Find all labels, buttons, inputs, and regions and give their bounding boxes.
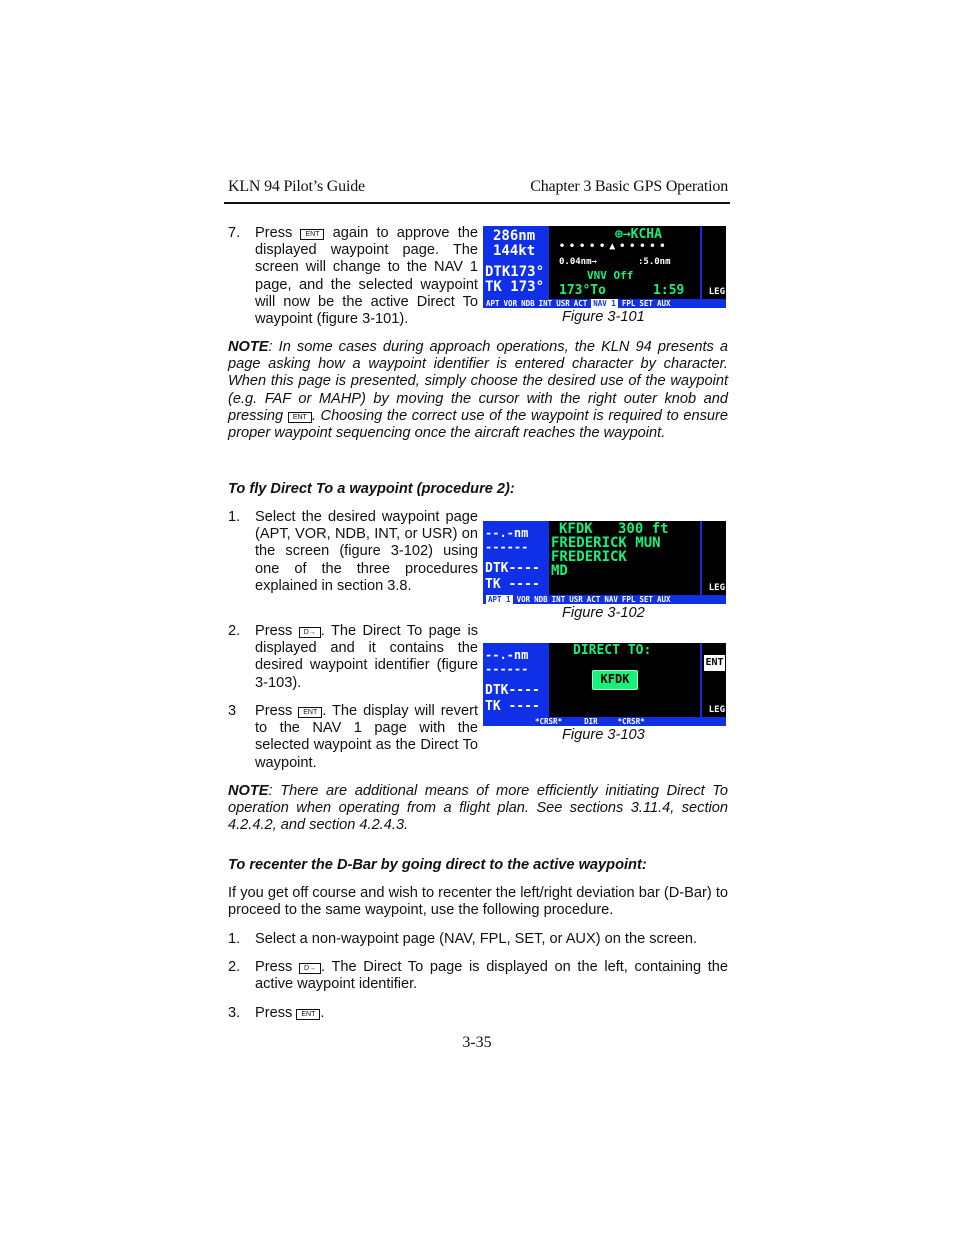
figure-caption: Figure 3-101 — [562, 309, 645, 325]
cdi-scale: • • • • • ▲ • • • • • — [559, 241, 665, 252]
direct-to-key-icon: D→ — [299, 627, 321, 638]
leg-mode-label: LEG — [708, 583, 725, 593]
ent-key-icon: ENT — [296, 1009, 320, 1020]
page-number: 3-35 — [462, 1034, 492, 1051]
figure-caption: Figure 3-102 — [562, 605, 645, 621]
nav-left-pane: --.-nm ------ DTK---- TK ---- — [483, 643, 549, 717]
kln-screen-fig-3-102 — [483, 521, 726, 604]
figure-caption: Figure 3-103 — [562, 727, 645, 743]
nav-left-pane: 286nm 144kt DTK173° TK 173° — [483, 226, 549, 299]
ent-prompt-icon: ENT — [704, 655, 725, 671]
ent-key-icon: ENT — [300, 229, 324, 240]
ent-key-icon: ENT — [298, 707, 322, 718]
kln-screen-fig-3-101 — [483, 226, 726, 308]
nav-left-pane: --.-nm ------ DTK---- TK ---- — [483, 521, 549, 595]
proc3-step-3: Press ENT . — [255, 1005, 325, 1021]
waypoint-ident-cursor: KFDK — [592, 670, 638, 690]
proc2-step-2: Press D→ . The Direct To page is displayed and it contains the desired waypoint identifier (figure 3-103). — [255, 623, 478, 691]
running-header-title: KLN 94 Pilot’s Guide — [228, 178, 365, 195]
manual-page: KLN 94 Pilot’s Guide Chapter 3 Basic GPS Operation 7. Press ENT again to approve the displayed waypoint page. The screen will change to the NAV 1 page, and the selected waypoint will now be the active Direct To waypoint (figure 3-101). 286nm 144kt DTK173° TK 173° ⊕→KCHA • • • • • ▲ • • • • • 0.04nm→ :5.0nm VNV Off 173°To 1:59 LEG APT VOR NDB INT USR ACT NAV 1 FPL SET AUX Figure 3-101 NOTE: In some cases during approach operations, the KLN 94 presents a page asking how a waypoint identifier is entered character by character. When this page is presented, simply choose the desired use of the waypoint (e.g. FAF or MAHP) by moving the cursor with the right outer knob and pressing ENT . Choosing the correct use of the waypoint is required to ensure proper waypoint sequencing once the aircraft reaches the waypoint. To fly Direct To a waypoint (procedure 2): 1. Select the desired waypoint page (APT, VOR, NDB, INT, or USR) on the screen (figure 3-102) using one of the three procedures explained in section 3.8. 2. Press D→ . The Direct To page is displayed and it contains the desired waypoint identifier (figure 3-103). 3 Press ENT . The display will revert to the NAV 1 page with the selected waypoint as the Direct To waypoint. --.-nm ------ DTK---- TK ---- KFDK 300 ft FREDERICK MUN FREDERICK MD LEG APT 1 VOR NDB INT USR ACT NAV FPL SET AUX Figure 3-102 --.-nm ------ DTK---- TK ---- DIRECT TO: KFDK ENT LEG *CRSR* DIR *CRSR* Figure 3-103 NOTE: There are additional means of more efficiently initiating Direct To operation when operating from a flight plan. See sections 3.11.4, section 4.2.4.2, and section 4.2.4.3. To recenter the D-Bar by going direct to the active waypoint: If you get off course and wish to recenter the left/right deviation bar (D-Bar) to proceed to the same waypoint, use the following procedure. 1. Select a non-waypoint page (NAV, FPL, SET, or AUX) on the screen. 2. Press D→ . The Direct To page is displayed on the left, containing the active waypoint identifier. 3. Press ENT . 3-35 — [0, 0, 954, 1235]
airport-page: KFDK 300 ft FREDERICK MUN FREDERICK MD — [551, 521, 669, 579]
leg-mode-label: LEG — [708, 705, 725, 715]
direct-to-key-icon: D→ — [299, 963, 321, 974]
ent-key-icon: ENT — [288, 412, 312, 423]
section-heading: To fly Direct To a waypoint (procedure 2): — [228, 481, 515, 497]
nav1-page: ⊕→KCHA • • • • • ▲ • • • • • 0.04nm→ :5.0nm VNV Off 173°To 1:59 — [559, 227, 685, 298]
header-rule — [224, 202, 730, 204]
kln-screen-fig-3-103 — [483, 643, 726, 726]
page-tabs: APT 1 VOR NDB INT USR ACT NAV FPL SET AUX — [483, 595, 726, 604]
direct-to-page: DIRECT TO: KFDK — [549, 643, 702, 717]
note-approach: NOTE: In some cases during approach operations, the KLN 94 presents a page asking how a waypoint identifier is entered character by character. When this page is presented, simply choose the desired use of the waypoint (e.g. FAF or MAHP) by moving the cursor with the right outer knob and pressing ENT . Choosing the correct use of the waypoint is required to ensure proper waypoint sequencing once the aircraft reaches the waypoint. — [228, 339, 728, 442]
recenter-intro: If you get off course and wish to recenter the left/right deviation bar (D-Bar) to proceed to the same waypoint, use the following procedure. — [228, 885, 728, 919]
page-tabs: APT VOR NDB INT USR ACT NAV 1 FPL SET AUX — [483, 299, 726, 308]
note-flight-plan: NOTE: There are additional means of more efficiently initiating Direct To operation when operating from a flight plan. See sections 3.11.4, section 4.2.4.2, and section 4.2.4.3. — [228, 783, 728, 834]
step-7-text: Press ENT again to approve the displayed waypoint page. The screen will change to the NAV 1 page, and the selected waypoint will now be the active Direct To waypoint (figure 3-101). — [255, 225, 478, 328]
proc2-step-3: Press ENT . The display will revert to the NAV 1 page with the selected waypoint as the Direct To waypoint. — [255, 703, 478, 771]
leg-mode-label: LEG — [708, 287, 725, 297]
proc2-step-1: Select the desired waypoint page (APT, VOR, NDB, INT, or USR) on the screen (figure 3-102) using one of the three procedures explained in section 3.8. — [255, 509, 478, 594]
proc3-step-2: Press D→ . The Direct To page is displayed on the left, containing the active waypoint identifier. — [255, 959, 729, 993]
section-heading: To recenter the D-Bar by going direct to the active waypoint: — [228, 857, 647, 873]
proc3-step-1: Select a non-waypoint page (NAV, FPL, SET, or AUX) on the screen. — [255, 931, 698, 947]
running-header-chapter: Chapter 3 Basic GPS Operation — [530, 178, 728, 195]
page-tabs: *CRSR* DIR *CRSR* — [483, 717, 726, 726]
step-number: 7. — [228, 225, 241, 241]
